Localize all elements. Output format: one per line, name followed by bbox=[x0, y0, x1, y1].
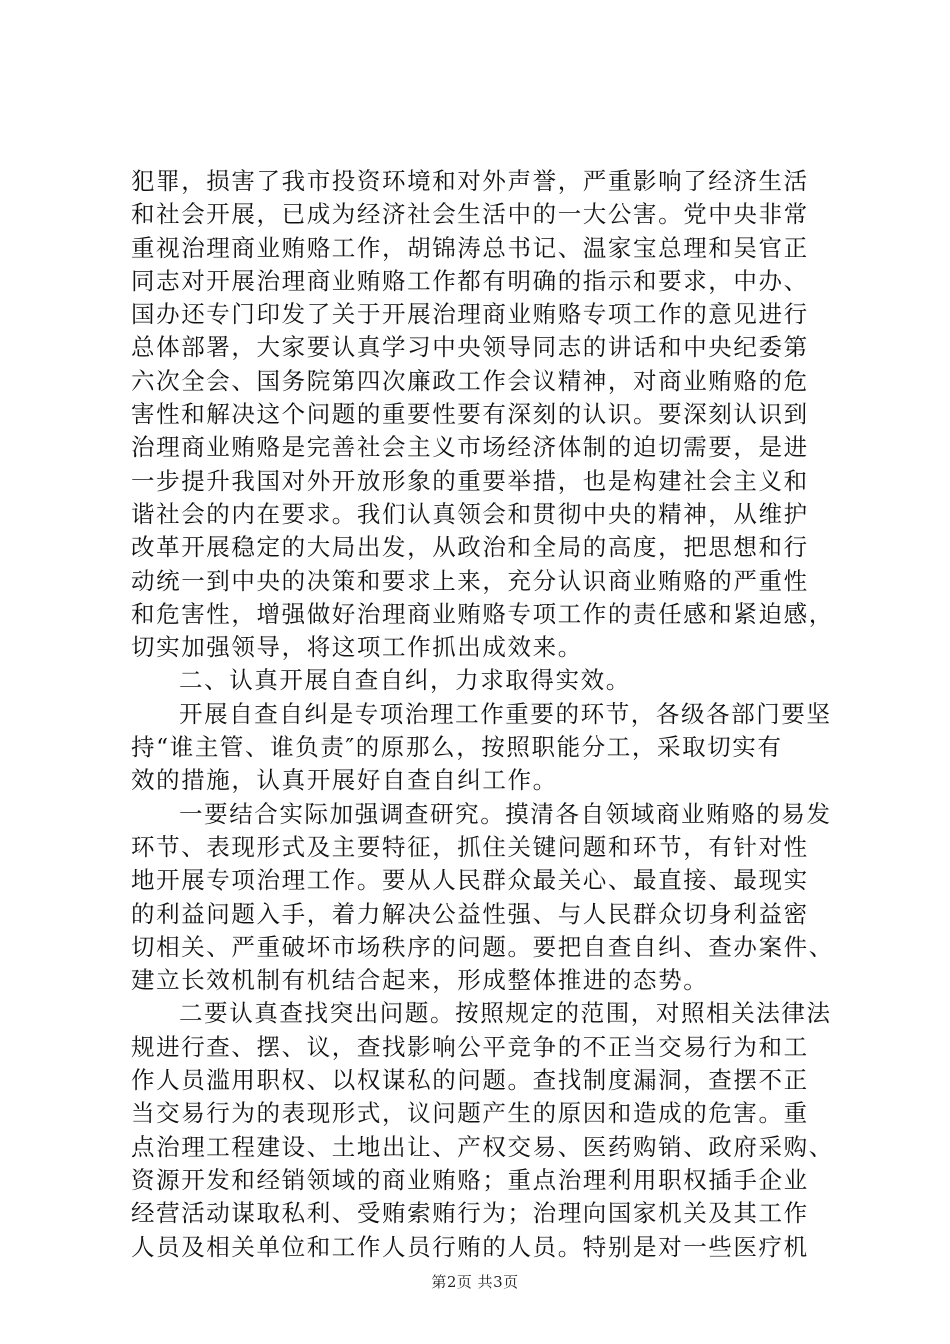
text-line: 总体部署，大家要认真学习中央领导同志的讲话和中央纪委第 bbox=[131, 333, 809, 362]
text-line: 建立长效机制有机结合起来，形成整体推进的态势。 bbox=[131, 966, 709, 995]
text-line: 地开展专项治理工作。要从人民群众最关心、最直接、最现实 bbox=[131, 866, 809, 895]
text-line: 人员及相关单位和工作人员行贿的人员。特别是对一些医疗机 bbox=[131, 1232, 809, 1261]
text-line: 的利益问题入手，着力解决公益性强、与人民群众切身利益密 bbox=[131, 899, 809, 928]
text-line: 二、认真开展自查自纠，力求取得实效。 bbox=[179, 666, 631, 695]
text-line: 和危害性，增强做好治理商业贿赂专项工作的责任感和紧迫感， bbox=[131, 599, 834, 628]
text-line: 环节、表现形式及主要特征，抓住关键问题和环节，有针对性 bbox=[131, 832, 809, 861]
text-line: 持“谁主管、谁负责″的原那么，按照职能分工，采取切实有 bbox=[131, 733, 783, 762]
text-line: 切相关、严重破坏市场秩序的问题。要把自查自纠、查办案件、 bbox=[131, 932, 834, 961]
text-line: 治理商业贿赂是完善社会主义市场经济体制的迫切需要，是进 bbox=[131, 433, 809, 462]
text-line: 动统一到中央的决策和要求上来，充分认识商业贿赂的严重性 bbox=[131, 566, 809, 595]
text-line: 六次全会、国务院第四次廉政工作会议精神，对商业贿赂的危 bbox=[131, 366, 809, 395]
text-line: 当交易行为的表现形式，议问题产生的原因和造成的危害。重 bbox=[131, 1099, 809, 1128]
text-line: 国办还专门印发了关于开展治理商业贿赂专项工作的意见进行 bbox=[131, 300, 809, 329]
text-line: 作人员滥用职权、以权谋私的问题。查找制度漏洞，查摆不正 bbox=[131, 1066, 809, 1095]
text-line: 改革开展稳定的大局出发，从政治和全局的高度，把思想和行 bbox=[131, 533, 809, 562]
text-line: 和社会开展，已成为经济社会生活中的一大公害。党中央非常 bbox=[131, 200, 809, 229]
text-line: 一步提升我国对外开放形象的重要举措，也是构建社会主义和 bbox=[131, 466, 809, 495]
text-line: 一要结合实际加强调查研究。摸清各自领域商业贿赂的易发 bbox=[179, 799, 832, 828]
text-line: 重视治理商业贿赂工作，胡锦涛总书记、温家宝总理和吴官正 bbox=[131, 233, 809, 262]
text-line: 开展自查自纠是专项治理工作重要的环节，各级各部门要坚 bbox=[179, 699, 832, 728]
text-line: 规进行查、摆、议，查找影响公平竞争的不正当交易行为和工 bbox=[131, 1032, 809, 1061]
text-line: 资源开发和经销领域的商业贿赂；重点治理利用职权插手企业 bbox=[131, 1165, 809, 1194]
text-line: 害性和解决这个问题的重要性要有深刻的认识。要深刻认识到 bbox=[131, 400, 809, 429]
text-line: 同志对开展治理商业贿赂工作都有明确的指示和要求，中办、 bbox=[131, 266, 809, 295]
text-line: 效的措施，认真开展好自查自纠工作。 bbox=[131, 766, 558, 795]
text-line: 切实加强领导，将这项工作抓出成效来。 bbox=[131, 633, 583, 662]
document-body bbox=[131, 165, 834, 1264]
text-line: 谐社会的内在要求。我们认真领会和贯彻中央的精神，从维护 bbox=[131, 499, 809, 528]
page-number-footer: 第2页 共3页 bbox=[431, 1273, 519, 1291]
text-line: 点治理工程建设、土地出让、产权交易、医药购销、政府采购、 bbox=[131, 1132, 834, 1161]
text-line: 经营活动谋取私利、受贿索贿行为；治理向国家机关及其工作 bbox=[131, 1199, 809, 1228]
text-line: 犯罪，损害了我市投资环境和对外声誉，严重影响了经济生活 bbox=[131, 167, 809, 195]
text-line: 二要认真查找突出问题。按照规定的范围，对照相关法律法 bbox=[179, 999, 832, 1028]
